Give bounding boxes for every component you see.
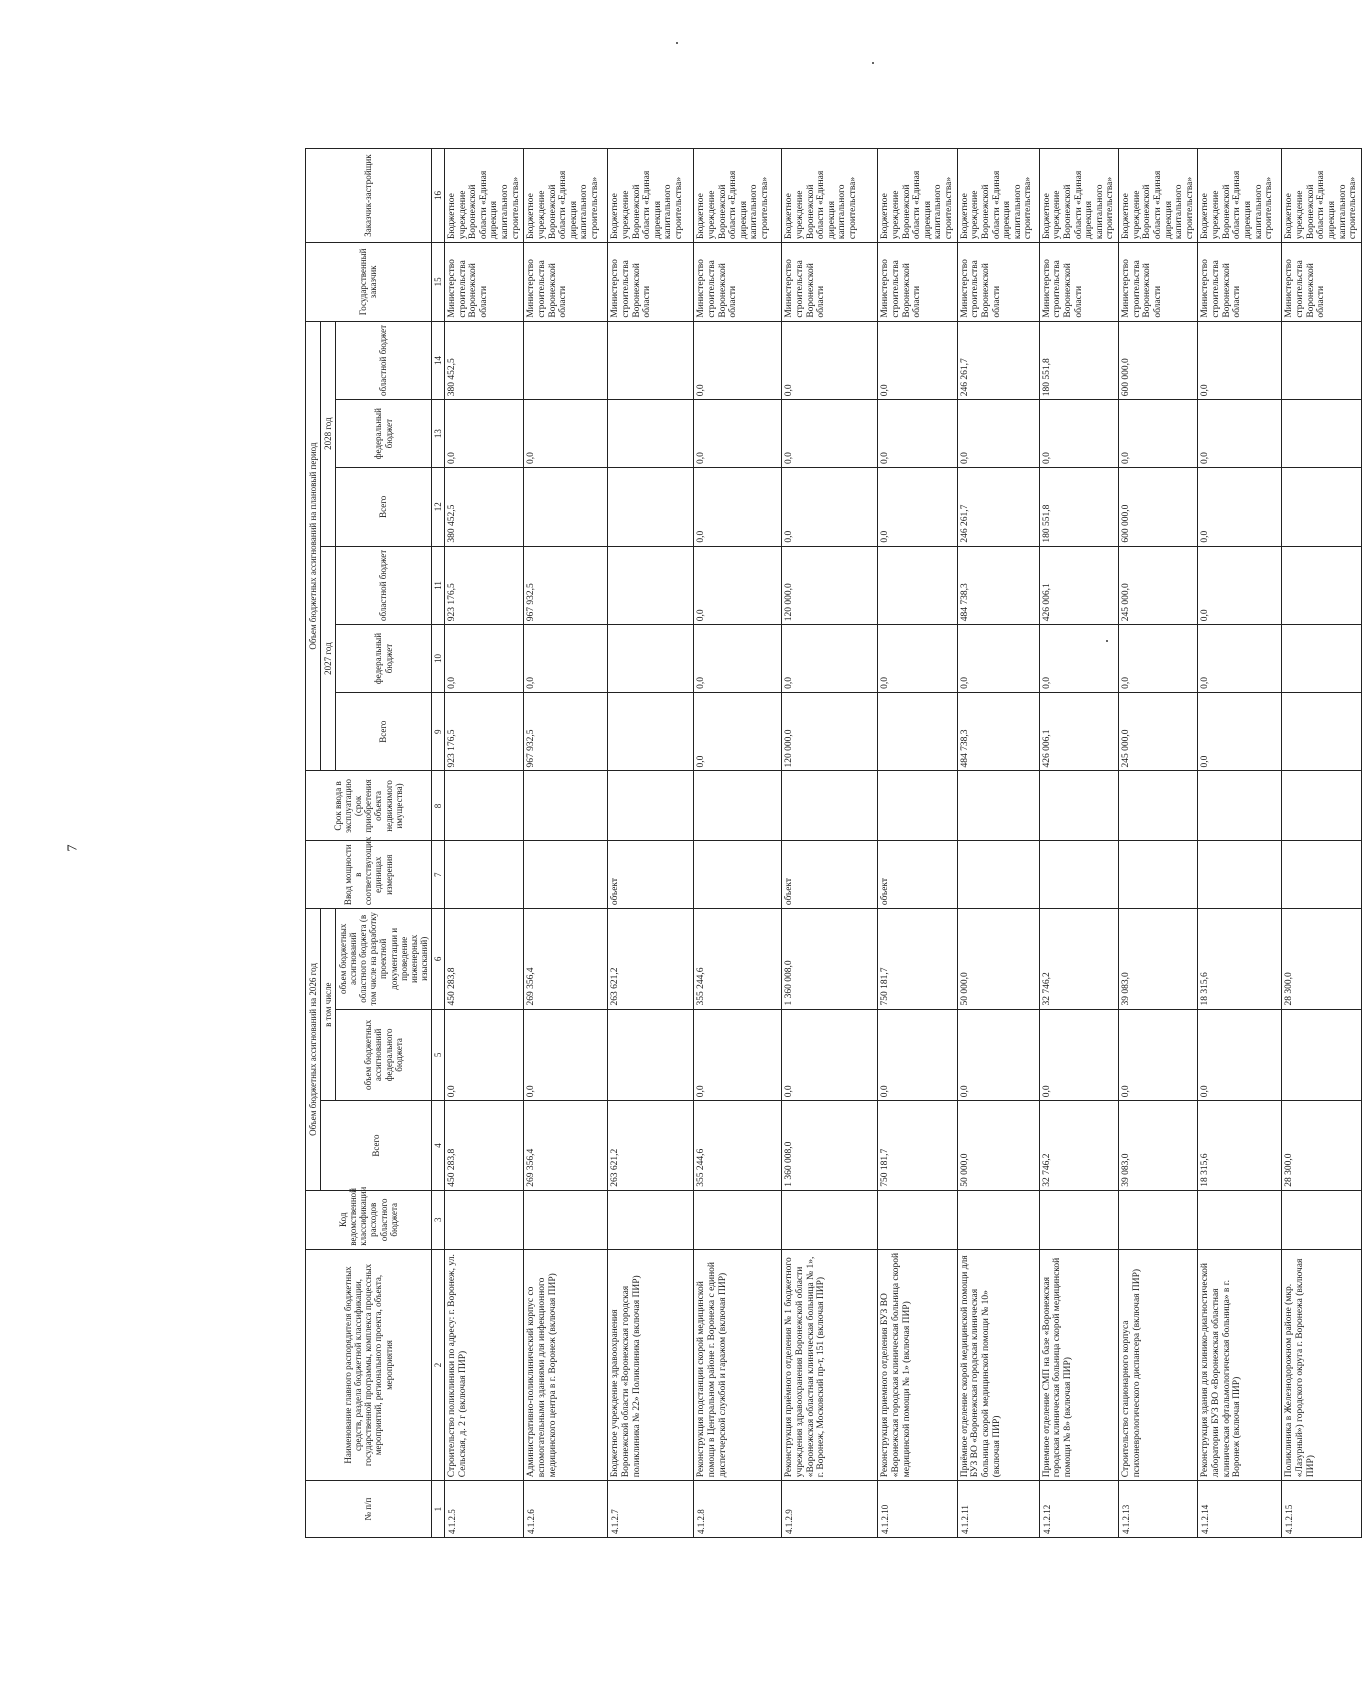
column-number: 4 [431,1101,444,1191]
reg-2028: 600 000,0 [1119,321,1198,400]
builder: Бюджетное учреждение Воронежской области «Единая дирекция капитального строительства» [957,149,1039,243]
customer: Министерство строительства Воронежской области [1198,243,1282,322]
row-name: Поликлиника в Железнодорожном районе (мкр. «Лазурный») городского округа г. Воронежа (включая ПИР) [1282,1249,1361,1480]
reg-2027: 0,0 [694,546,782,625]
row-name: Приёмное отделение скорой медицинской помощи для БУЗ ВО «Воронежская городская клиническая больница скорой медицинской помощи № 10» (включая ПИР) [957,1249,1039,1480]
reg-2026: 355 244,6 [694,909,782,1009]
column-number: 5 [431,1009,444,1101]
builder: Бюджетное учреждение Воронежской области «Единая дирекция капитального строительства» [1119,149,1198,243]
row-code [782,1190,878,1249]
header-reg-2027: областной бюджет [336,546,432,625]
customer: Министерство строительства Воронежской области [444,243,523,322]
header-2027: 2027 год [321,546,336,771]
reg-2028 [1282,321,1361,400]
reg-2027: 484 738,3 [957,546,1039,625]
reg-2028: 380 452,5 [444,321,523,400]
header-total-2027: Всего [336,692,432,771]
deadline [878,771,957,841]
row-code [1039,1190,1118,1249]
fed-2028: 0,0 [444,400,523,468]
capacity [524,841,608,909]
capacity [444,841,523,909]
total-2028: 600 000,0 [1119,467,1198,546]
fed-2027: 0,0 [782,625,878,693]
total-2026: 750 181,7 [878,1101,957,1191]
builder: Бюджетное учреждение Воронежской области «Единая дирекция капитального строительства» [524,149,608,243]
total-2026: 28 300,0 [1282,1101,1361,1191]
builder: Бюджетное учреждение Воронежской области «Единая дирекция капитального строительства» [878,149,957,243]
fed-2026 [1282,1009,1361,1101]
fed-2026: 0,0 [782,1009,878,1101]
fed-2026: 0,0 [878,1009,957,1101]
column-number: 10 [431,625,444,693]
reg-2026: 1 360 008,0 [782,909,878,1009]
column-number-row [431,149,444,1538]
customer: Министерство строительства Воронежской области [782,243,878,322]
row-name: Строительство поликлиники по адресу: г. Воронеж, ул. Сельская, д. 2 г (включая ПИР) [444,1249,523,1480]
table-row [694,149,782,1538]
total-2026: 50 000,0 [957,1101,1039,1191]
deadline [1119,771,1198,841]
table-row [1039,149,1118,1538]
row-code [1198,1190,1282,1249]
row-name: Реконструкция приемного отделения БУЗ ВО «Воронежская городская клиническая больница скорой медицинской помощи № 1» (включая ПИР) [878,1249,957,1480]
total-2027: 923 176,5 [444,692,523,771]
reg-2027 [878,546,957,625]
reg-2027: 923 176,5 [444,546,523,625]
fed-2028: 0,0 [1039,400,1118,468]
fed-2027: 0,0 [1198,625,1282,693]
row-code [1282,1190,1361,1249]
reg-2027: 120 000,0 [782,546,878,625]
total-2028: 0,0 [694,467,782,546]
reg-2028 [524,321,608,400]
deadline [1282,771,1361,841]
builder: Бюджетное учреждение Воронежской области «Единая дирекция капитального строительства» [608,149,694,243]
reg-2028: 180 551,8 [1039,321,1118,400]
builder: Бюджетное учреждение Воронежской области «Единая дирекция капитального строительства» [782,149,878,243]
customer: Министерство строительства Воронежской области [1039,243,1118,322]
table-row [608,149,694,1538]
column-number: 12 [431,467,444,546]
capacity: объект [878,841,957,909]
fed-2027 [608,625,694,693]
scan-speck [676,42,678,44]
customer: Министерство строительства Воронежской области [1119,243,1198,322]
header-name: Наименование главного распорядителя бюджетных средств, раздела бюджетной классификации, государственной программы, комплекса процессных мероприятий, регионального проекта, объекта, мероприятия [306,1249,432,1480]
total-2027 [1282,692,1361,771]
row-code [444,1190,523,1249]
header-customer: Государственный заказчик [306,243,432,322]
header-fed-vol: объем бюджетных ассигнований федерального бюджета [336,1009,432,1101]
fed-2028 [1282,400,1361,468]
total-2027: 245 000,0 [1119,692,1198,771]
total-2028: 380 452,5 [444,467,523,546]
page-number: 7 [65,844,81,852]
fed-2028: 0,0 [957,400,1039,468]
fed-2027: 0,0 [694,625,782,693]
row-code [608,1190,694,1249]
builder: Бюджетное учреждение Воронежской области «Единая дирекция капитального строительства» [1282,149,1361,243]
table-row [444,149,523,1538]
reg-2026: 750 181,7 [878,909,957,1009]
reg-2028: 0,0 [1198,321,1282,400]
reg-2028: 246 261,7 [957,321,1039,400]
row-code [524,1190,608,1249]
column-number: 9 [431,692,444,771]
fed-2027: 0,0 [957,625,1039,693]
table-row [1282,149,1361,1538]
row-number: 4.1.2.13 [1119,1481,1198,1538]
deadline [957,771,1039,841]
deadline [694,771,782,841]
reg-2026: 39 083,0 [1119,909,1198,1009]
reg-2026: 263 621,2 [608,909,694,1009]
deadline [524,771,608,841]
column-number: 13 [431,400,444,468]
fed-2028: 0,0 [782,400,878,468]
customer: Министерство строительства Воронежской области [1282,243,1361,322]
total-2028: 0,0 [878,467,957,546]
fed-2028: 0,0 [524,400,608,468]
fed-2026 [608,1009,694,1101]
row-number: 4.1.2.9 [782,1481,878,1538]
total-2027 [878,692,957,771]
builder: Бюджетное учреждение Воронежской области «Единая дирекция капитального строительства» [1198,149,1282,243]
customer: Министерство строительства Воронежской области [878,243,957,322]
reg-2026: 28 300,0 [1282,909,1361,1009]
total-2028: 246 261,7 [957,467,1039,546]
scan-speck [872,62,874,64]
fed-2026: 0,0 [957,1009,1039,1101]
reg-2027: 426 006,1 [1039,546,1118,625]
capacity [694,841,782,909]
reg-2027 [1282,546,1361,625]
customer: Министерство строительства Воронежской области [957,243,1039,322]
header-incl: в том числе [321,909,336,1101]
header-planned: Объем бюджетных ассигнований на плановый период [306,321,321,771]
header-builder: Заказчик-застройщик [306,149,432,243]
header-deadline: Срок ввода в эксплуатацию (срок приобретения объекта недвижимого имущества) [306,771,432,841]
row-code [957,1190,1039,1249]
header-code: Код ведомственной классификации расходов областного бюджета [306,1190,432,1249]
fed-2027: 0,0 [444,625,523,693]
column-number: 11 [431,546,444,625]
capacity [1119,841,1198,909]
row-number: 4.1.2.15 [1282,1481,1361,1538]
column-number: 15 [431,243,444,322]
header-reg-2028: областной бюджет [336,321,432,400]
builder: Бюджетное учреждение Воронежской области «Единая дирекция капитального строительства» [1039,149,1118,243]
total-2027: 967 932,5 [524,692,608,771]
customer: Министерство строительства Воронежской области [524,243,608,322]
fed-2027 [1282,625,1361,693]
column-number: 16 [431,149,444,243]
deadline [782,771,878,841]
reg-2026: 32 746,2 [1039,909,1118,1009]
total-2026: 263 621,2 [608,1101,694,1191]
fed-2027: 0,0 [1039,625,1118,693]
deadline [1198,771,1282,841]
customer: Министерство строительства Воронежской области [608,243,694,322]
header-n: № п/п [306,1481,432,1538]
header-vol2026: Объем бюджетных ассигнований на 2026 год [306,909,321,1191]
fed-2026: 0,0 [1039,1009,1118,1101]
fed-2028: 0,0 [694,400,782,468]
deadline [608,771,694,841]
header-total-2026: Всего [321,1101,432,1191]
header-reg-vol: объем бюджетных ассигнований областного бюджета (в том числе на разработку проектной документации и проведение инженерных изысканий) [336,909,432,1009]
fed-2027: 0,0 [878,625,957,693]
fed-2026: 0,0 [1119,1009,1198,1101]
fed-2027: 0,0 [1119,625,1198,693]
column-number: 6 [431,909,444,1009]
capacity: объект [782,841,878,909]
total-2028 [524,467,608,546]
total-2026: 32 746,2 [1039,1101,1118,1191]
builder: Бюджетное учреждение Воронежской области «Единая дирекция капитального строительства» [694,149,782,243]
header-fed-2028: федеральный бюджет [336,400,432,468]
capacity: объект [608,841,694,909]
row-number: 4.1.2.5 [444,1481,523,1538]
table-row [878,149,957,1538]
row-code [694,1190,782,1249]
column-number: 3 [431,1190,444,1249]
total-2026: 450 283,8 [444,1101,523,1191]
total-2027: 426 006,1 [1039,692,1118,771]
total-2026: 269 356,4 [524,1101,608,1191]
reg-2027: 245 000,0 [1119,546,1198,625]
table-row [1198,149,1282,1538]
total-2027: 0,0 [694,692,782,771]
reg-2027: 0,0 [1198,546,1282,625]
row-number: 4.1.2.8 [694,1481,782,1538]
builder: Бюджетное учреждение Воронежской области «Единая дирекция капитального строительства» [444,149,523,243]
table-row [782,149,878,1538]
total-2028 [608,467,694,546]
reg-2028: 0,0 [878,321,957,400]
total-2026: 355 244,6 [694,1101,782,1191]
budget-table [305,148,1362,1538]
reg-2028 [608,321,694,400]
capacity [1039,841,1118,909]
row-name: Реконструкция приёмного отделения № 1 бюджетного учреждения здравоохранения Воронежской области «Воронежская областная клиническая больница № 1», г. Воронеж, Московский пр-т, 151 (включая ПИР) [782,1249,878,1480]
header-fed-2027: федеральный бюджет [336,625,432,693]
fed-2028 [608,400,694,468]
reg-2026: 269 356,4 [524,909,608,1009]
column-number: 8 [431,771,444,841]
column-number: 1 [431,1481,444,1538]
total-2028: 180 551,8 [1039,467,1118,546]
reg-2027 [608,546,694,625]
column-number: 2 [431,1249,444,1480]
total-2026: 18 315,6 [1198,1101,1282,1191]
fed-2026: 0,0 [444,1009,523,1101]
reg-2026: 18 315,6 [1198,909,1282,1009]
row-name: Строительство стационарного корпуса психоневрологического диспансера (включая ПИР) [1119,1249,1198,1480]
total-2027: 484 738,3 [957,692,1039,771]
row-name: Административно-поликлинический корпус со вспомогательными зданиями для инфекционного медицинского центра в г. Воронеж (включая ПИР) [524,1249,608,1480]
row-number: 4.1.2.7 [608,1481,694,1538]
row-name: Приемное отделение СМП на базе «Воронежская городская клиническая больница скорой медицинской помощи № 8» (включая ПИР) [1039,1249,1118,1480]
row-number: 4.1.2.6 [524,1481,608,1538]
header-capacity: Ввод мощности в соответствующих единицах измерения [306,841,432,909]
row-name: Реконструкция подстанции скорой медицинской помощи в Центральном районе г. Воронежа с единой диспетчерской службой и гаражом (включая ПИР) [694,1249,782,1480]
total-2028 [1282,467,1361,546]
fed-2028: 0,0 [1198,400,1282,468]
row-number: 4.1.2.12 [1039,1481,1118,1538]
row-number: 4.1.2.11 [957,1481,1039,1538]
table-row [1119,149,1198,1538]
header-2028: 2028 год [321,321,336,546]
total-2026: 39 083,0 [1119,1101,1198,1191]
total-2028: 0,0 [1198,467,1282,546]
table-row [524,149,608,1538]
total-2027: 0,0 [1198,692,1282,771]
row-name: Реконструкция здания для клинико-диагностической лаборатории БУЗ ВО «Воронежская областная клиническая офтальмологическая больница» в г. Воронеж (включая ПИР) [1198,1249,1282,1480]
customer: Министерство строительства Воронежской области [694,243,782,322]
fed-2028: 0,0 [878,400,957,468]
table-row [957,149,1039,1538]
reg-2026: 450 283,8 [444,909,523,1009]
row-code [1119,1190,1198,1249]
fed-2026: 0,0 [694,1009,782,1101]
reg-2028: 0,0 [782,321,878,400]
row-code [878,1190,957,1249]
capacity [957,841,1039,909]
fed-2026: 0,0 [524,1009,608,1101]
total-2027 [608,692,694,771]
row-number: 4.1.2.14 [1198,1481,1282,1538]
fed-2028: 0,0 [1119,400,1198,468]
header-total-2028: Всего [336,467,432,546]
row-name: Бюджетное учреждение здравоохранения Воронежской области «Воронежская городская поликлиника № 22» Поликлиника (включая ПИР) [608,1249,694,1480]
total-2026: 1 360 008,0 [782,1101,878,1191]
column-number: 7 [431,841,444,909]
capacity [1282,841,1361,909]
table-body [431,149,1361,1538]
fed-2027: 0,0 [524,625,608,693]
deadline [444,771,523,841]
column-number: 14 [431,321,444,400]
reg-2027: 967 932,5 [524,546,608,625]
capacity [1198,841,1282,909]
reg-2026: 50 000,0 [957,909,1039,1009]
rotated-table-container [305,148,1359,1538]
deadline [1039,771,1118,841]
total-2027: 120 000,0 [782,692,878,771]
fed-2026: 0,0 [1198,1009,1282,1101]
row-number: 4.1.2.10 [878,1481,957,1538]
reg-2028: 0,0 [694,321,782,400]
total-2028: 0,0 [782,467,878,546]
